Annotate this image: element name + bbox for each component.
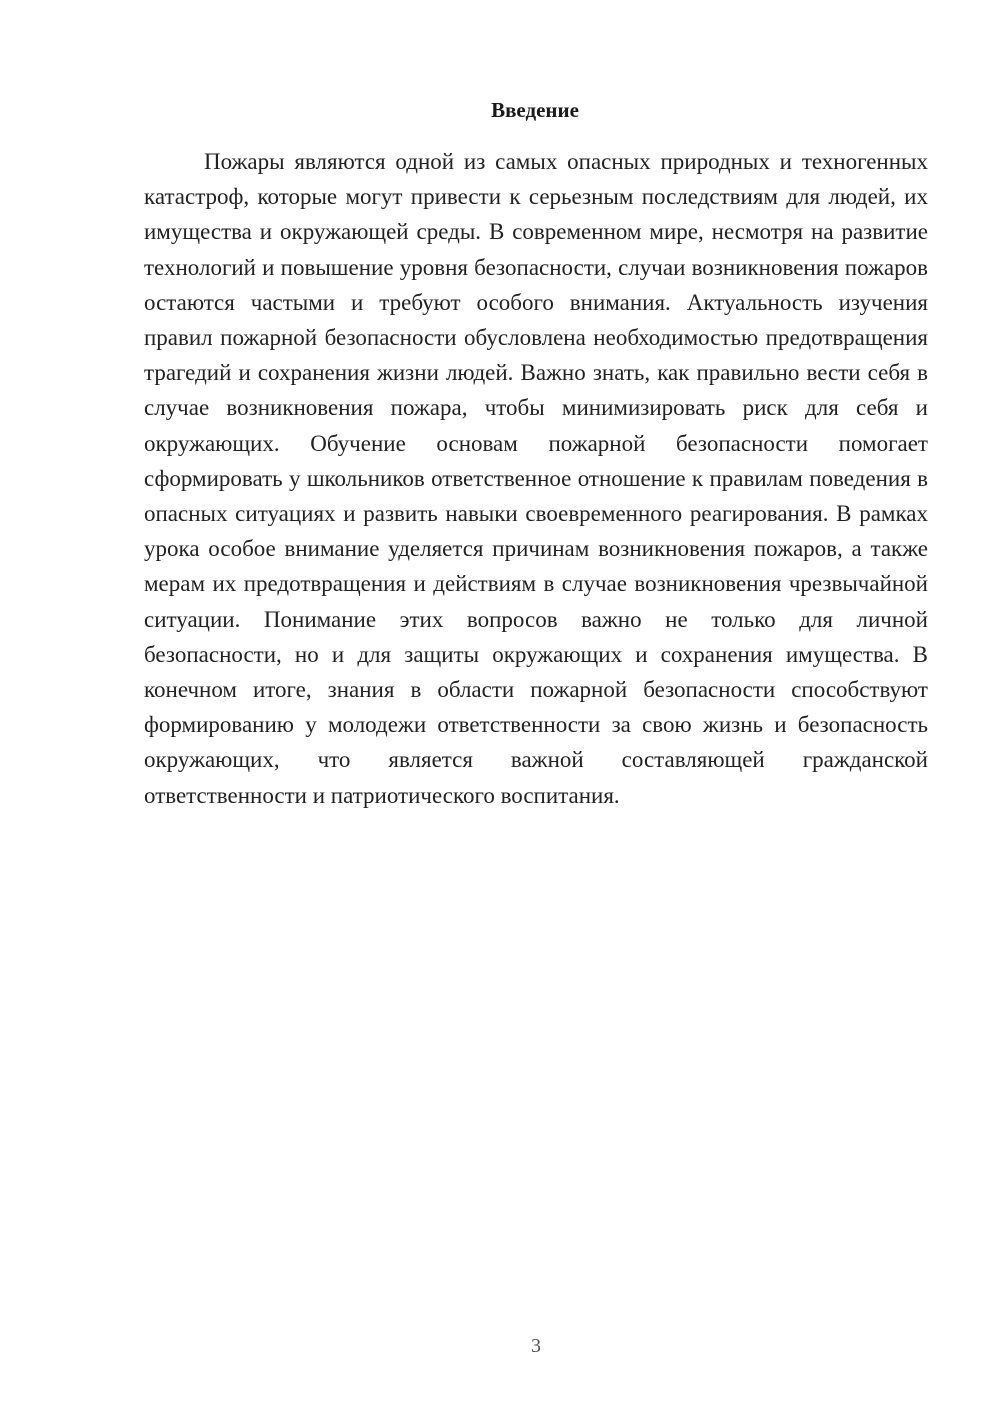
page-number: 3 <box>531 1335 541 1357</box>
section-heading: Введение <box>491 98 579 122</box>
introduction-paragraph: Пожары являются одной из самых опасных природных и техногенных катастроф, которые могут привести к серьезным последствиям для людей, их имущества и окружающей среды. В современном мире, несмотря на развитие технологий и повышение уровня безопасности, случаи возникновения пожаров остаются частыми и требуют особого внимания. Актуальность изучения правил пожарной безопасности обусловлена необходимостью предотвращения трагедий и сохранения жизни людей. Важно знать, как правильно вести себя в случае возникновения пожара, чтобы минимизировать риск для себя и окружающих. Обучение основам пожарной безопасности помогает сформировать у школьников ответственное отношение к правилам поведения в опасных ситуациях и развить навыки своевременного реагирования. В рамках урока особое внимание уделяется причинам возникновения пожаров, а также мерам их предотвращения и действиям в случае возникновения чрезвычайной ситуации. Понимание этих вопросов важно не только для личной безопасности, но и для защиты окружающих и сохранения имущества. В конечном итоге, знания в области пожарной безопасности способствуют формированию у молодежи ответственности за свою жизнь и безопасность окружающих, что является важной составляющей гражданской ответственности и патриотического воспитания. <box>144 149 928 808</box>
